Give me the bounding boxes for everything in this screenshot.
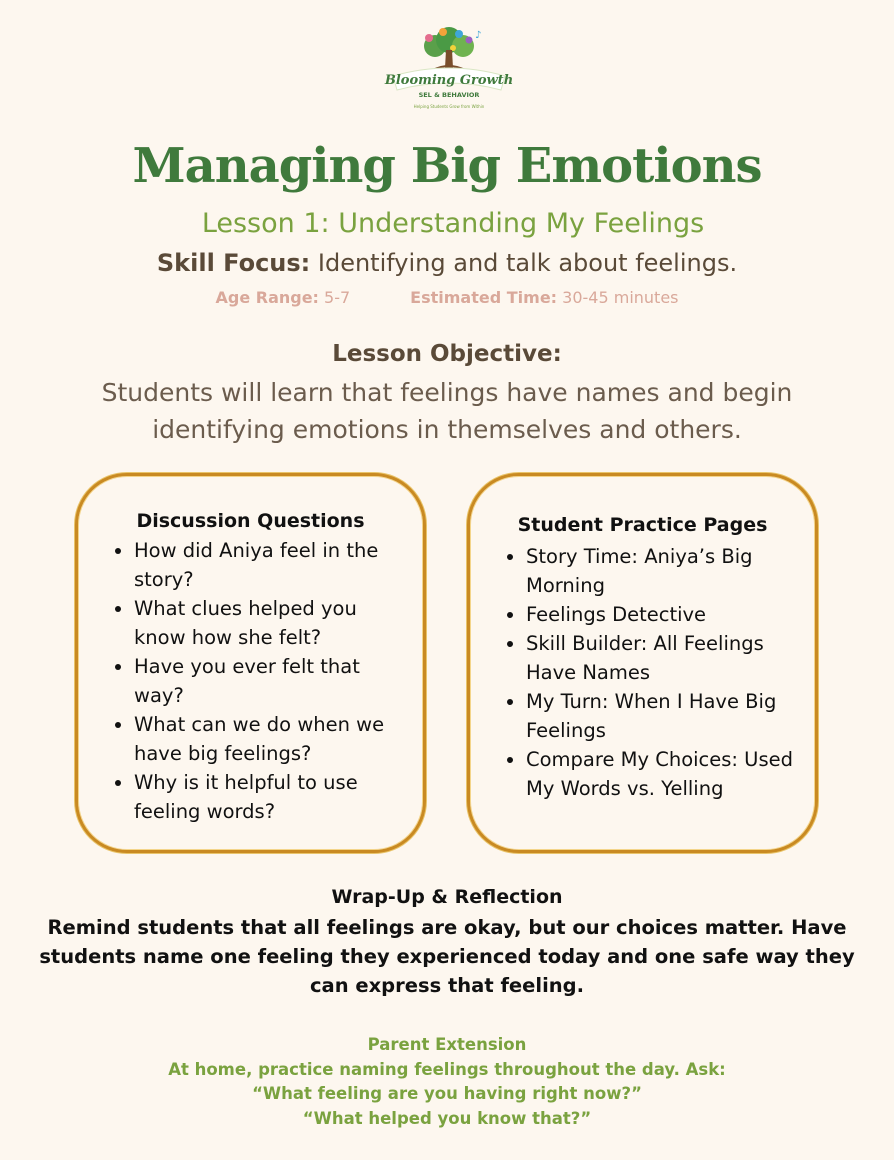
list-item: • Skill Builder: All Feelings Have Names <box>526 629 805 687</box>
parent-heading: Parent Extension <box>367 1035 527 1054</box>
skill-focus <box>0 249 894 277</box>
estimated-time-value: 30-45 minutes <box>557 288 679 307</box>
parent-line-3: “What helped you know that?” <box>302 1108 592 1128</box>
list-item: • Feelings Detective <box>526 600 805 629</box>
svg-text:Helping Students Grow from Wit: Helping Students Grow from Within <box>413 104 485 109</box>
svg-text:♪: ♪ <box>475 30 482 41</box>
tree-logo-icon <box>383 24 515 124</box>
practice-list <box>470 542 815 803</box>
list-item: • What can we do when we have big feelings? <box>134 710 413 768</box>
brand-logo <box>383 24 515 124</box>
list-item: • My Turn: When I Have Big Feelings <box>526 687 805 745</box>
page-title: Managing Big Emotions <box>132 138 762 194</box>
parent-extension <box>0 1033 894 1131</box>
age-range-label: Age Range: <box>215 288 319 307</box>
discussion-questions-card <box>75 473 426 853</box>
discussion-heading: Discussion Questions <box>136 510 365 532</box>
age-range-value: 5-7 <box>318 288 351 307</box>
skill-focus-label: Skill Focus: <box>156 249 311 277</box>
list-item: • What clues helped you know how she felt? <box>134 594 413 652</box>
list-item: • Compare My Choices: Used My Words vs. Yelling <box>526 745 805 803</box>
practice-pages-card <box>467 473 818 853</box>
skill-focus-text: Identifying and talk about feelings. <box>310 249 738 277</box>
list-item: • Why is it helpful to use feeling words? <box>134 768 413 826</box>
estimated-time-label: Estimated Time: <box>410 288 558 307</box>
parent-line-2: “What feeling are you having right now?” <box>252 1084 642 1103</box>
svg-text:SEL & BEHAVIOR: SEL & BEHAVIOR <box>418 91 480 99</box>
lesson-subtitle: Lesson 1: Understanding My Feelings <box>201 208 705 239</box>
practice-heading: Student Practice Pages <box>517 514 768 536</box>
wrapup-heading: Wrap-Up & Reflection <box>331 886 563 908</box>
lesson-meta <box>0 288 894 307</box>
objective-text: Students will learn that feelings have names and begin identifying emotions in themselves and others. <box>101 378 793 444</box>
discussion-list <box>78 536 423 826</box>
list-item: • How did Aniya feel in the story? <box>134 536 413 594</box>
parent-line-1: At home, practice naming feelings throughout the day. Ask: <box>168 1059 726 1079</box>
wrapup-text: Remind students that all feelings are okay, but our choices matter. Have students name one feeling they experienced today and one safe way they can express that feeling. <box>39 916 855 997</box>
list-item: • Have you ever felt that way? <box>134 652 413 710</box>
objective-heading: Lesson Objective: <box>332 341 562 367</box>
list-item: • Story Time: Aniya’s Big Morning <box>526 542 805 600</box>
svg-text:Blooming Growth: Blooming Growth <box>384 73 514 88</box>
